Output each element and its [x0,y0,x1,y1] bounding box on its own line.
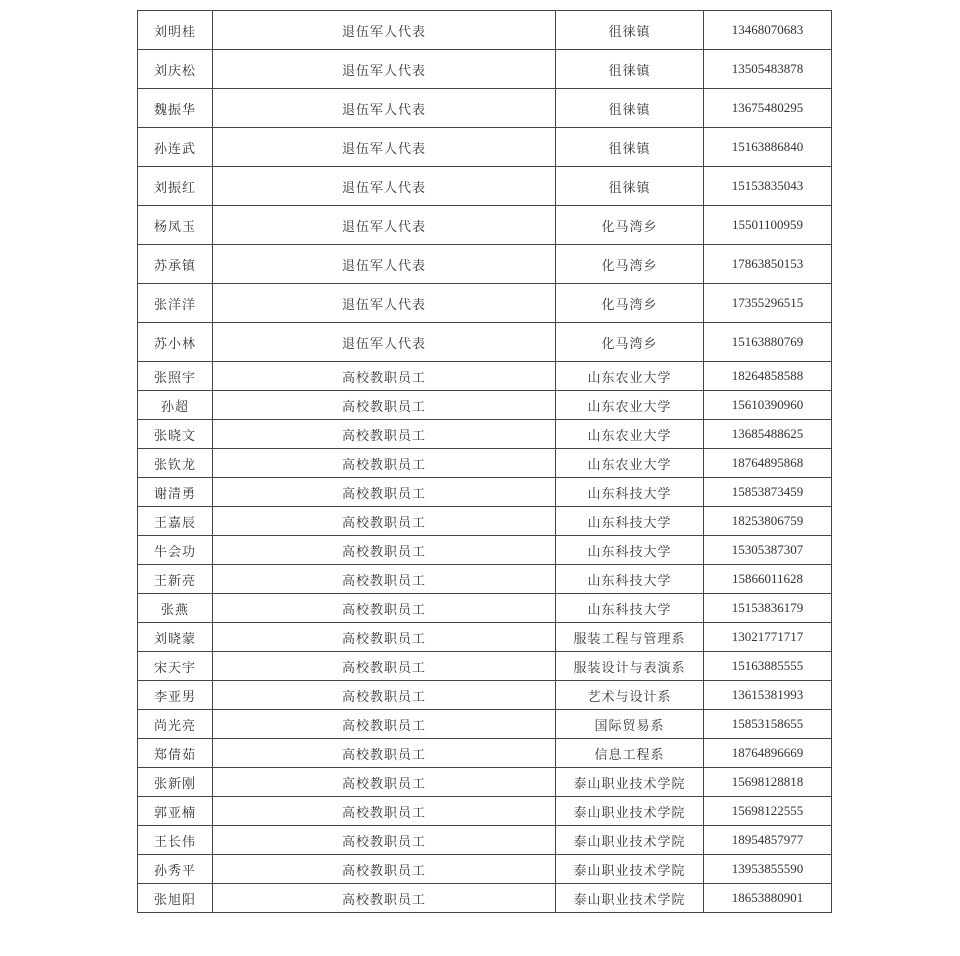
name-cell: 刘庆松 [138,50,213,89]
phone-cell: 15610390960 [704,391,832,420]
category-cell: 高校教职员工 [213,826,556,855]
category-cell: 高校教职员工 [213,362,556,391]
phone-cell: 15853873459 [704,478,832,507]
category-cell: 退伍军人代表 [213,11,556,50]
name-cell: 刘晓蒙 [138,623,213,652]
category-cell: 高校教职员工 [213,594,556,623]
category-cell: 退伍军人代表 [213,50,556,89]
phone-cell: 15163885555 [704,652,832,681]
name-cell: 刘明桂 [138,11,213,50]
table-row [138,739,832,768]
table-row [138,323,832,362]
table-row [138,391,832,420]
name-cell: 牛会功 [138,536,213,565]
category-cell: 高校教职员工 [213,478,556,507]
unit-cell: 泰山职业技术学院 [556,884,704,913]
phone-cell: 17863850153 [704,245,832,284]
unit-cell: 化马湾乡 [556,206,704,245]
category-cell: 高校教职员工 [213,420,556,449]
name-cell: 郭亚楠 [138,797,213,826]
name-cell: 郑倩茹 [138,739,213,768]
table-row [138,652,832,681]
unit-cell: 山东科技大学 [556,565,704,594]
name-cell: 张新刚 [138,768,213,797]
unit-cell: 山东科技大学 [556,536,704,565]
name-cell: 张洋洋 [138,284,213,323]
table-row [138,167,832,206]
table-row [138,89,832,128]
category-cell: 退伍军人代表 [213,245,556,284]
unit-cell: 徂徕镇 [556,50,704,89]
name-cell: 杨凤玉 [138,206,213,245]
category-cell: 退伍军人代表 [213,206,556,245]
phone-cell: 13675480295 [704,89,832,128]
table-row [138,826,832,855]
name-cell: 王长伟 [138,826,213,855]
table-row [138,855,832,884]
name-cell: 苏承镇 [138,245,213,284]
unit-cell: 徂徕镇 [556,167,704,206]
category-cell: 退伍军人代表 [213,284,556,323]
table-row [138,50,832,89]
phone-cell: 18764896669 [704,739,832,768]
category-cell: 高校教职员工 [213,681,556,710]
unit-cell: 山东科技大学 [556,507,704,536]
table-row [138,206,832,245]
unit-cell: 服装设计与表演系 [556,652,704,681]
phone-cell: 13685488625 [704,420,832,449]
unit-cell: 服装工程与管理系 [556,623,704,652]
table-row [138,449,832,478]
phone-cell: 15501100959 [704,206,832,245]
phone-cell: 15153835043 [704,167,832,206]
phone-cell: 15853158655 [704,710,832,739]
phone-cell: 15698122555 [704,797,832,826]
category-cell: 高校教职员工 [213,449,556,478]
phone-cell: 13021771717 [704,623,832,652]
category-cell: 退伍军人代表 [213,323,556,362]
name-cell: 孙超 [138,391,213,420]
unit-cell: 山东科技大学 [556,594,704,623]
table-row [138,884,832,913]
category-cell: 高校教职员工 [213,797,556,826]
table-row [138,420,832,449]
table-row [138,594,832,623]
table-row [138,245,832,284]
category-cell: 高校教职员工 [213,855,556,884]
table-row [138,768,832,797]
name-cell: 苏小林 [138,323,213,362]
unit-cell: 泰山职业技术学院 [556,797,704,826]
name-cell: 张旭阳 [138,884,213,913]
phone-cell: 13468070683 [704,11,832,50]
category-cell: 高校教职员工 [213,536,556,565]
roster-table-body [138,11,832,913]
category-cell: 高校教职员工 [213,884,556,913]
table-row [138,128,832,167]
category-cell: 高校教职员工 [213,710,556,739]
phone-cell: 18653880901 [704,884,832,913]
unit-cell: 徂徕镇 [556,128,704,167]
category-cell: 退伍军人代表 [213,128,556,167]
name-cell: 张钦龙 [138,449,213,478]
category-cell: 高校教职员工 [213,507,556,536]
phone-cell: 13953855590 [704,855,832,884]
table-row [138,478,832,507]
phone-cell: 15305387307 [704,536,832,565]
category-cell: 退伍军人代表 [213,167,556,206]
table-row [138,362,832,391]
category-cell: 高校教职员工 [213,391,556,420]
category-cell: 高校教职员工 [213,565,556,594]
table-row [138,284,832,323]
unit-cell: 山东科技大学 [556,478,704,507]
unit-cell: 泰山职业技术学院 [556,768,704,797]
name-cell: 张燕 [138,594,213,623]
name-cell: 孙秀平 [138,855,213,884]
unit-cell: 化马湾乡 [556,284,704,323]
phone-cell: 15153836179 [704,594,832,623]
phone-cell: 17355296515 [704,284,832,323]
table-row [138,507,832,536]
category-cell: 高校教职员工 [213,652,556,681]
unit-cell: 徂徕镇 [556,11,704,50]
name-cell: 魏振华 [138,89,213,128]
phone-cell: 18954857977 [704,826,832,855]
category-cell: 退伍军人代表 [213,89,556,128]
name-cell: 刘振红 [138,167,213,206]
name-cell: 尚光亮 [138,710,213,739]
table-row [138,797,832,826]
unit-cell: 化马湾乡 [556,245,704,284]
phone-cell: 15163886840 [704,128,832,167]
category-cell: 高校教职员工 [213,623,556,652]
phone-cell: 13615381993 [704,681,832,710]
phone-cell: 15698128818 [704,768,832,797]
table-row [138,565,832,594]
name-cell: 李亚男 [138,681,213,710]
table-row [138,710,832,739]
table-row [138,681,832,710]
unit-cell: 山东农业大学 [556,449,704,478]
unit-cell: 信息工程系 [556,739,704,768]
category-cell: 高校教职员工 [213,739,556,768]
table-row [138,11,832,50]
unit-cell: 山东农业大学 [556,391,704,420]
name-cell: 张照宇 [138,362,213,391]
phone-cell: 15163880769 [704,323,832,362]
name-cell: 王新亮 [138,565,213,594]
unit-cell: 化马湾乡 [556,323,704,362]
phone-cell: 18764895868 [704,449,832,478]
name-cell: 谢清勇 [138,478,213,507]
unit-cell: 山东农业大学 [556,362,704,391]
phone-cell: 18264858588 [704,362,832,391]
unit-cell: 艺术与设计系 [556,681,704,710]
phone-cell: 13505483878 [704,50,832,89]
name-cell: 孙连武 [138,128,213,167]
name-cell: 宋天宇 [138,652,213,681]
unit-cell: 泰山职业技术学院 [556,826,704,855]
category-cell: 高校教职员工 [213,768,556,797]
name-cell: 张晓文 [138,420,213,449]
unit-cell: 徂徕镇 [556,89,704,128]
phone-cell: 18253806759 [704,507,832,536]
name-cell: 王嘉辰 [138,507,213,536]
unit-cell: 泰山职业技术学院 [556,855,704,884]
roster-table [137,10,832,913]
table-row [138,536,832,565]
phone-cell: 15866011628 [704,565,832,594]
table-row [138,623,832,652]
unit-cell: 国际贸易系 [556,710,704,739]
unit-cell: 山东农业大学 [556,420,704,449]
